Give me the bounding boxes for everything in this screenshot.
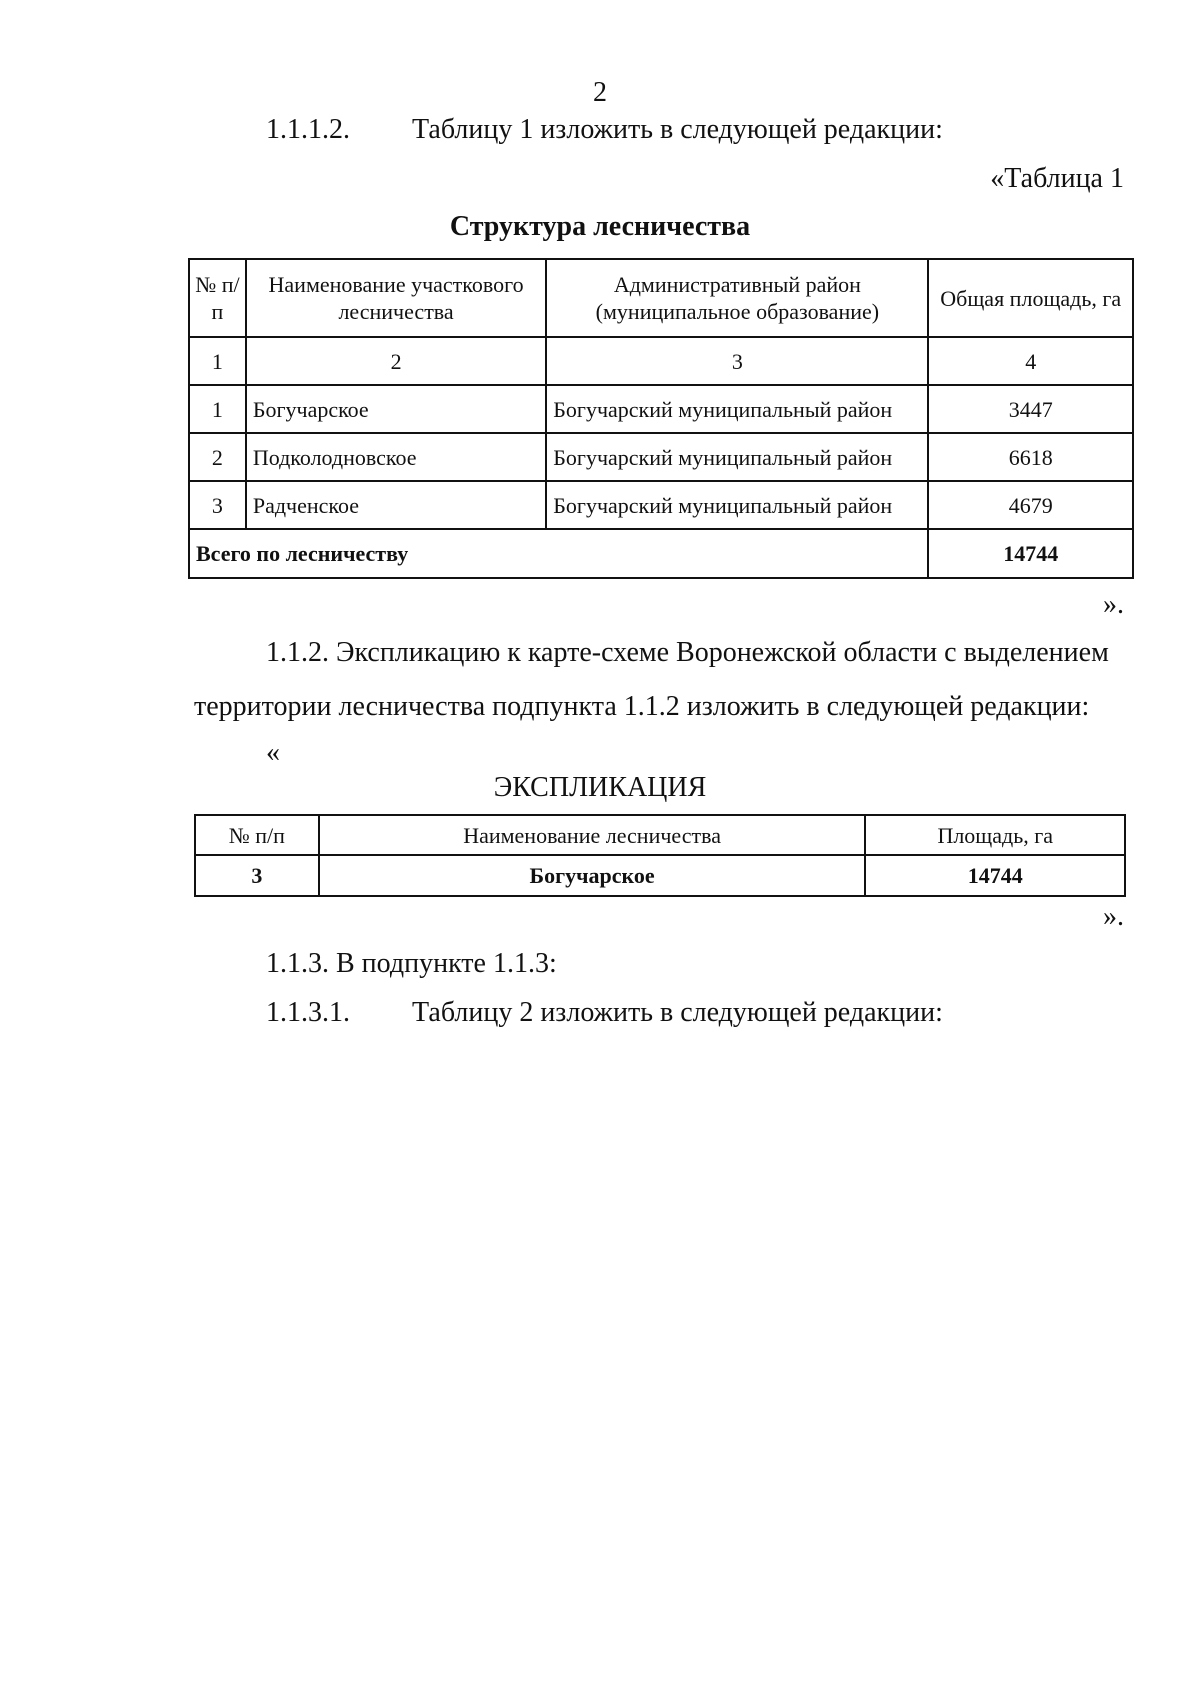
row-number-cell: 2 xyxy=(189,433,246,481)
total-value-cell: 14744 xyxy=(928,529,1133,578)
area-cell: 4679 xyxy=(928,481,1133,529)
paragraph-1-1-3-1 xyxy=(266,996,943,1030)
header-cell: Наименование участкового лесничества xyxy=(246,259,546,337)
area-cell: 6618 xyxy=(928,433,1133,481)
header-cell: № п/п xyxy=(189,259,246,337)
table-row xyxy=(189,385,1133,433)
paragraph-1-1-2-line-2: территории лесничества подпункта 1.1.2 изложить в следующей редакции: xyxy=(194,691,1090,722)
column-number-cell: 3 xyxy=(546,337,928,385)
forestry-name-cell: Богучарское xyxy=(246,385,546,433)
table-close-quote: ». xyxy=(1103,589,1124,620)
paragraph-1-1-3: 1.1.3. В подпункте 1.1.3: xyxy=(266,948,557,979)
total-row xyxy=(189,529,1133,578)
paragraph-1-1-1-2 xyxy=(266,113,943,147)
column-number-cell: 4 xyxy=(928,337,1133,385)
column-number-row xyxy=(189,337,1133,385)
header-cell: Административный район (муниципальное образование) xyxy=(546,259,928,337)
table-row xyxy=(189,433,1133,481)
column-number-cell: 1 xyxy=(189,337,246,385)
table-caption: Структура лесничества xyxy=(449,211,751,242)
paragraph-1-1-2-line-1: 1.1.2. Экспликацию к карте-схеме Воронежской области с выделением xyxy=(266,637,1109,668)
district-cell: Богучарский муниципальный район xyxy=(546,433,928,481)
paragraph-number: 1.1.3.1. xyxy=(266,997,350,1028)
explication-close-quote: ». xyxy=(1103,901,1124,932)
explication-open-quote: « xyxy=(266,737,280,768)
row-number-cell: 3 xyxy=(189,481,246,529)
table-label: «Таблица 1 xyxy=(990,163,1124,194)
area-cell: 3447 xyxy=(928,385,1133,433)
explication-table xyxy=(194,814,1126,897)
column-number-cell: 2 xyxy=(246,337,546,385)
paragraph-text: Таблицу 1 изложить в следующей редакции: xyxy=(412,114,943,145)
explication-title: ЭКСПЛИКАЦИЯ xyxy=(493,772,707,803)
explication-header-row xyxy=(195,815,1125,855)
total-label-cell: Всего по лесничеству xyxy=(189,529,928,578)
row-number-cell: 3 xyxy=(195,855,319,896)
header-cell: Наименование лесничества xyxy=(319,815,866,855)
area-cell: 14744 xyxy=(865,855,1125,896)
paragraph-number: 1.1.1.2. xyxy=(266,114,350,145)
district-cell: Богучарский муниципальный район xyxy=(546,385,928,433)
table-header-row xyxy=(189,259,1133,337)
header-cell: Площадь, га xyxy=(865,815,1125,855)
row-number-cell: 1 xyxy=(189,385,246,433)
paragraph-text: Таблицу 2 изложить в следующей редакции: xyxy=(412,997,943,1028)
forestry-name-cell: Радченское xyxy=(246,481,546,529)
forestry-name-cell: Богучарское xyxy=(319,855,866,896)
table-row xyxy=(189,481,1133,529)
explication-row xyxy=(195,855,1125,896)
header-cell: Общая площадь, га xyxy=(928,259,1133,337)
structure-table xyxy=(188,258,1134,579)
district-cell: Богучарский муниципальный район xyxy=(546,481,928,529)
header-cell: № п/п xyxy=(195,815,319,855)
page-number: 2 xyxy=(593,77,607,108)
forestry-name-cell: Подколодновское xyxy=(246,433,546,481)
